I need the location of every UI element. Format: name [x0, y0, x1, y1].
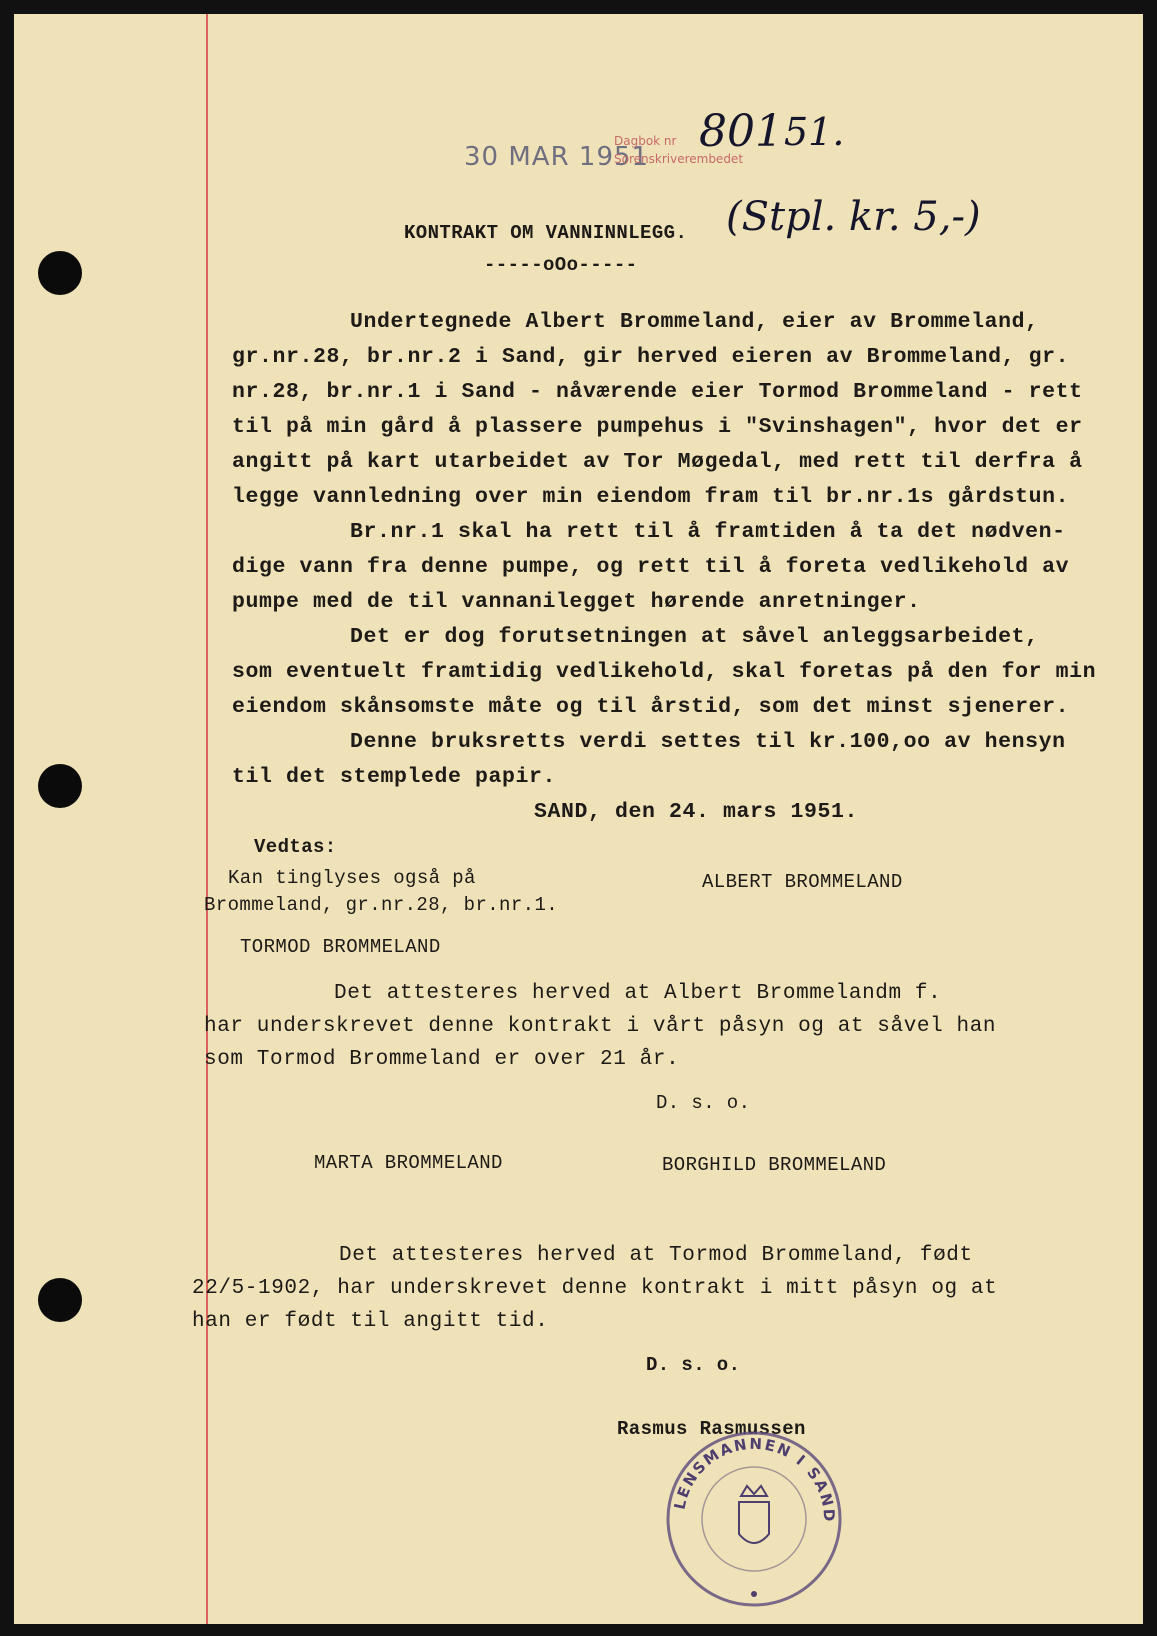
- officer-name: Rasmus Rasmussen: [617, 1418, 806, 1440]
- punch-hole: [38, 764, 82, 808]
- registration-note: Brommeland, gr.nr.28, br.nr.1.: [204, 894, 559, 916]
- attestation-line: Det attesteres herved at Tormod Brommeland, født: [339, 1244, 973, 1267]
- journal-stamp-label: Dagbok nr: [614, 134, 677, 148]
- attestation-line: Det attesteres herved at Albert Brommelandm f.: [334, 982, 942, 1005]
- dso-mark: D. s. o.: [646, 1354, 741, 1376]
- body-line: Denne bruksretts verdi settes til kr.100,oo av hensyn: [350, 730, 1066, 754]
- body-line: Br.nr.1 skal ha rett til å framtiden å ta det nødven-: [350, 520, 1066, 544]
- body-line: nr.28, br.nr.1 i Sand - nåværende eier Tormod Brommeland - rett: [232, 380, 1083, 404]
- body-line: som eventuelt framtidig vedlikehold, skal foretas på den for min: [232, 660, 1097, 684]
- body-line: til det stemplede papir.: [232, 765, 557, 789]
- seal-text: LENSMANNEN I SAND: [670, 1434, 839, 1524]
- body-line: legge vannledning over min eiendom fram til br.nr.1s gårdstun.: [232, 485, 1070, 509]
- punch-hole: [38, 1278, 82, 1322]
- punch-hole: [38, 251, 82, 295]
- attestation-line: 22/5-1902, har underskrevet denne kontrakt i mitt påsyn og at: [192, 1277, 998, 1300]
- registration-note: Kan tinglyses også på: [228, 867, 476, 889]
- attestation-line: har underskrevet denne kontrakt i vårt påsyn og at såvel han: [204, 1015, 997, 1038]
- witness-marta: MARTA BROMMELAND: [314, 1152, 503, 1174]
- body-line: angitt på kart utarbeidet av Tor Møgedal, med rett til derfra å: [232, 450, 1083, 474]
- document-page: [14, 14, 1143, 1624]
- stamp-fee-handwritten: (Stpl. kr. 5,-): [726, 194, 981, 240]
- attestation-line: han er født til angitt tid.: [192, 1310, 549, 1333]
- place-date: SAND, den 24. mars 1951.: [534, 800, 859, 824]
- journal-stamp-office: Sorenskriverembedet: [614, 152, 744, 166]
- accepted-label: Vedtas:: [254, 836, 337, 858]
- dso-mark: D. s. o.: [656, 1092, 751, 1114]
- seal-star-icon: [751, 1591, 757, 1597]
- document-title: KONTRAKT OM VANNINNLEGG.: [404, 222, 688, 244]
- body-line: pumpe med de til vannanilegget hørende anretninger.: [232, 590, 921, 614]
- coat-of-arms-icon: [739, 1502, 769, 1543]
- body-line: Det er dog forutsetningen at såvel anleggsarbeidet,: [350, 625, 1039, 649]
- body-line: Undertegnede Albert Brommeland, eier av Brommeland,: [350, 310, 1039, 334]
- signer-albert: ALBERT BROMMELAND: [702, 871, 903, 893]
- body-line: dige vann fra denne pumpe, og rett til å foreta vedlikehold av: [232, 555, 1070, 579]
- journal-number-handwritten: 801: [699, 106, 783, 157]
- crown-icon: [741, 1486, 767, 1496]
- margin-rule: [206, 14, 208, 1624]
- official-seal: [659, 1424, 849, 1614]
- body-line: eiendom skånsomste måte og til årstid, som det minst sjenerer.: [232, 695, 1070, 719]
- title-divider: -----oOo-----: [484, 254, 638, 276]
- signer-tormod: TORMOD BROMMELAND: [240, 936, 441, 958]
- journal-year-handwritten: 51.: [784, 110, 845, 154]
- attestation-line: som Tormod Brommeland er over 21 år.: [204, 1048, 680, 1071]
- witness-borghild: BORGHILD BROMMELAND: [662, 1154, 887, 1176]
- body-line: til på min gård å plassere pumpehus i "Svinshagen", hvor det er: [232, 415, 1083, 439]
- received-date-stamp: 30 MAR 1951: [464, 142, 650, 172]
- body-line: gr.nr.28, br.nr.2 i Sand, gir herved eieren av Brommeland, gr.: [232, 345, 1070, 369]
